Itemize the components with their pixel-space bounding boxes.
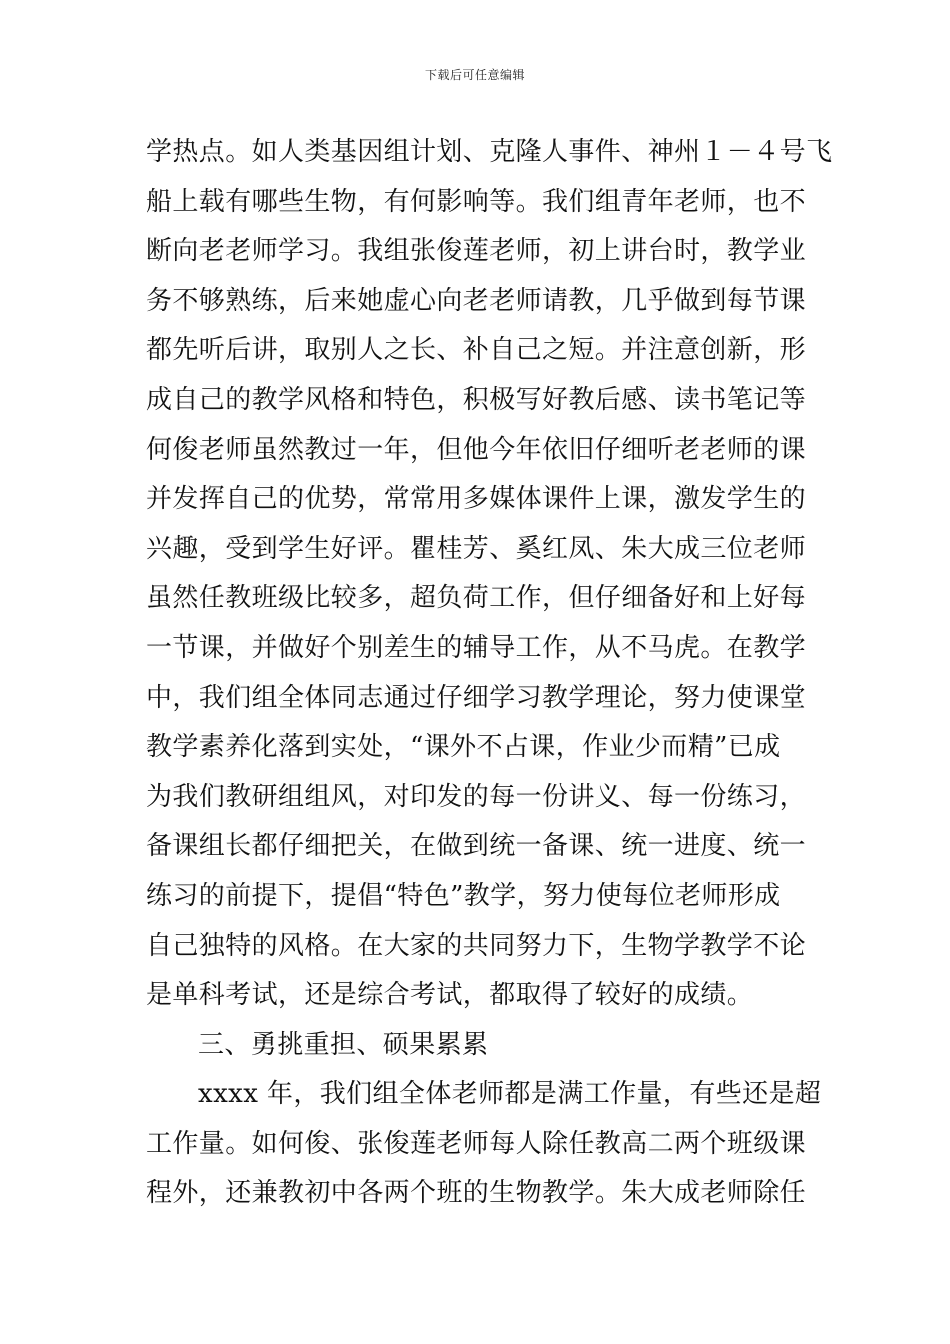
text-line: 兴趣，受到学生好评。瞿桂芳、奚红凤、朱大成三位老师 xyxy=(146,533,807,564)
text-line: 教学素养化落到实处，“课外不占课，作业少而精”已成 xyxy=(146,732,781,763)
text-line: 成自己的教学风格和特色，积极写好教后感、读书笔记等 xyxy=(146,384,807,415)
text-line: 中，我们组全体同志通过仔细学习教学理论，努力使课堂 xyxy=(146,682,807,713)
text-line: 断向老老师学习。我组张俊莲老师，初上讲台时，教学业 xyxy=(146,236,807,267)
text-line: 都先听后讲，取别人之长、补自己之短。并注意创新，形 xyxy=(146,335,807,366)
text-line: 船上载有哪些生物，有何影响等。我们组青年老师，也不 xyxy=(146,186,807,217)
text-line: 练习的前提下，提倡“特色”教学，努力使每位老师形成 xyxy=(146,880,781,911)
page-header: 下载后可任意编辑 xyxy=(424,68,525,82)
text-line: 并发挥自己的优势，常常用多媒体课件上课，激发学生的 xyxy=(146,484,807,515)
text-line: 一节课，并做好个别差生的辅导工作，从不马虎。在教学 xyxy=(146,632,807,663)
text-line: 备课组长都仔细把关，在做到统一备课、统一进度、统一 xyxy=(146,831,807,862)
text-line: 学热点。如人类基因组计划、克隆人事件、神州１－４号飞 xyxy=(146,137,833,167)
paragraph-first-line: xxxx 年，我们组全体老师都是满工作量，有些还是超 xyxy=(198,1079,822,1110)
text-line: 是单科考试，还是综合考试，都取得了较好的成绩。 xyxy=(146,980,754,1011)
text-line: 为我们教研组组风，对印发的每一份讲义、每一份练习， xyxy=(146,781,807,812)
text-line: 自己独特的风格。在大家的共同努力下，生物学教学不论 xyxy=(146,930,807,961)
section-heading: 三、勇挑重担、硕果累累 xyxy=(198,1029,489,1060)
text-line: 程外，还兼教初中各两个班的生物教学。朱大成老师除任 xyxy=(146,1178,807,1209)
text-line: 何俊老师虽然教过一年，但他今年依旧仔细听老老师的课 xyxy=(146,434,807,465)
document-body xyxy=(146,128,833,1219)
text-line: 务不够熟练，后来她虚心向老老师请教，几乎做到每节课 xyxy=(146,285,807,316)
text-line: 虽然任教班级比较多，超负荷工作，但仔细备好和上好每 xyxy=(146,583,807,614)
text-line: 工作量。如何俊、张俊莲老师每人除任教高二两个班级课 xyxy=(146,1128,807,1159)
